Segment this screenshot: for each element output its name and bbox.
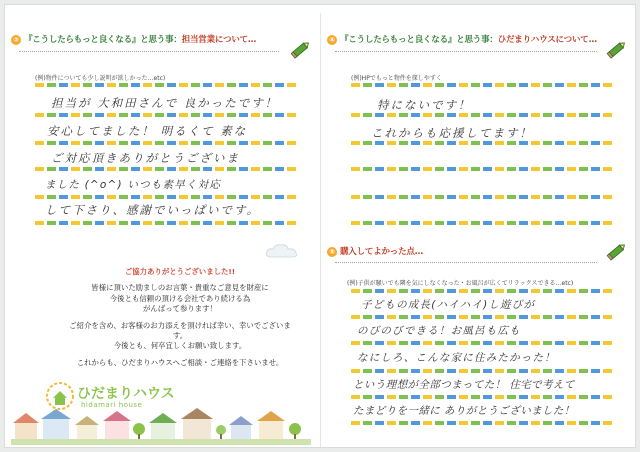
cloud-icon [265, 243, 299, 259]
handwritten-line: たまどりを一緒に ありがとうございました！ [353, 405, 575, 417]
handwritten-line: のびのびできる！お風呂も広も [357, 325, 521, 337]
ruled-line [351, 113, 615, 117]
pencil-icon [289, 39, 311, 61]
ruled-line [351, 83, 615, 87]
ruled-line [35, 221, 299, 225]
house-icon [181, 408, 213, 439]
ruled-line [351, 221, 615, 225]
ruled-line [35, 167, 299, 171]
house-icon [229, 416, 253, 439]
handwritten-line: して下さり、感謝でいっぱいです。 [45, 203, 261, 217]
section-3-title [11, 33, 256, 45]
handwritten-line: これからも応援してます！ [371, 126, 533, 140]
house-icon [75, 416, 99, 439]
ruled-line [35, 195, 299, 199]
ruled-line [351, 289, 615, 293]
handwritten-line: 子どもの成長(ハイハイ)し遊びが [361, 299, 536, 311]
thank-you-line: 今後とも、何卒宜しくお願い致します。 [113, 341, 247, 351]
pencil-icon [605, 241, 627, 263]
section-5-example-note: (例)子供が騒いでも隣を気にしなくなった・お風呂が広くてリラックスできる…etc) [347, 280, 574, 287]
house-icon [41, 409, 71, 439]
handwritten-line: ご対応頂きありがとうございま [51, 151, 240, 165]
handwritten-line: 安心してました！ 明るくて 素な [47, 124, 248, 138]
section-4-title-underline [335, 51, 597, 52]
section-3-title-highlight: 担当営業について… [181, 35, 257, 45]
ruled-line [351, 141, 615, 145]
section-3-number: ③ [11, 35, 21, 45]
section-4-title [327, 33, 597, 45]
handwritten-line: 担当が 大和田さんで 良かったです！ [51, 96, 279, 110]
house-icon [103, 411, 131, 439]
handwritten-line: という理想が全部つまってた！ 住宅で考えて [353, 379, 575, 391]
thank-you-message [65, 267, 295, 368]
thank-you-line: 皆様に頂いた励ましのお言葉・貴重なご意見を財産に [91, 283, 269, 293]
section-3-title-prefix: 『こうしたらもっと良くなる』と思う事： [24, 35, 182, 45]
house-icon [257, 411, 285, 439]
thank-you-line: ご紹介を含め、お客様のお力添えを頂ければ幸い、幸いでございます。 [69, 320, 291, 341]
thank-you-heading: ご協力ありがとうございました!! [124, 267, 236, 276]
logo-name: ひだまりハウス [77, 386, 175, 402]
house-icon [13, 413, 39, 439]
ruled-line [351, 167, 615, 171]
ruled-line [35, 141, 299, 145]
house-icon [149, 413, 177, 439]
tree-icon [216, 425, 226, 439]
thank-you-line: 今後とも信頼の頂ける会社であり続ける為 [109, 293, 251, 303]
section-3-title-underline [19, 51, 279, 52]
ruled-line [351, 421, 615, 425]
thank-you-line: これからも、ひだまりハウスへご相談・ご連絡を下さいませ。 [76, 357, 284, 367]
ruled-line [351, 315, 615, 319]
tree-icon [133, 423, 145, 439]
ruled-line [351, 395, 615, 399]
handwritten-line: 特にないです！ [377, 98, 472, 112]
section-5-title [327, 245, 423, 257]
section-4-title-prefix: 『こうしたらもっと良くなる』と思う事： [340, 35, 498, 45]
section-4-title-highlight: ひだまりハウスについて… [497, 35, 597, 45]
ruled-line [35, 113, 299, 117]
town-illustration [11, 405, 311, 445]
section-4-example-note: (例)HPでもっと物件を探しやすく [351, 75, 442, 82]
thank-you-line: がんばって参ります！ [143, 304, 217, 314]
section-5-title-text: 購入してよかった点… [340, 247, 424, 257]
tree-icon [289, 423, 301, 439]
ruled-line [351, 341, 615, 345]
survey-sheet [4, 4, 636, 448]
section-5-number: ⑤ [327, 247, 337, 257]
ruled-line [351, 369, 615, 373]
handwritten-line: なにしろ、こんな家に住みたかった！ [357, 352, 556, 364]
page-fold-divider [320, 13, 321, 448]
section-3-example-note: (例)物件についても少し説明が欲しかった…etc) [35, 75, 166, 82]
section-4-number: ④ [327, 35, 337, 45]
handwritten-line: ました (^o^) いつも素早く対応 [45, 179, 221, 191]
section-5-title-underline [335, 262, 597, 263]
logo-subtitle: hidamari house [81, 401, 143, 409]
ruled-line [35, 83, 299, 87]
ruled-line [351, 195, 615, 199]
pencil-icon [605, 39, 627, 61]
